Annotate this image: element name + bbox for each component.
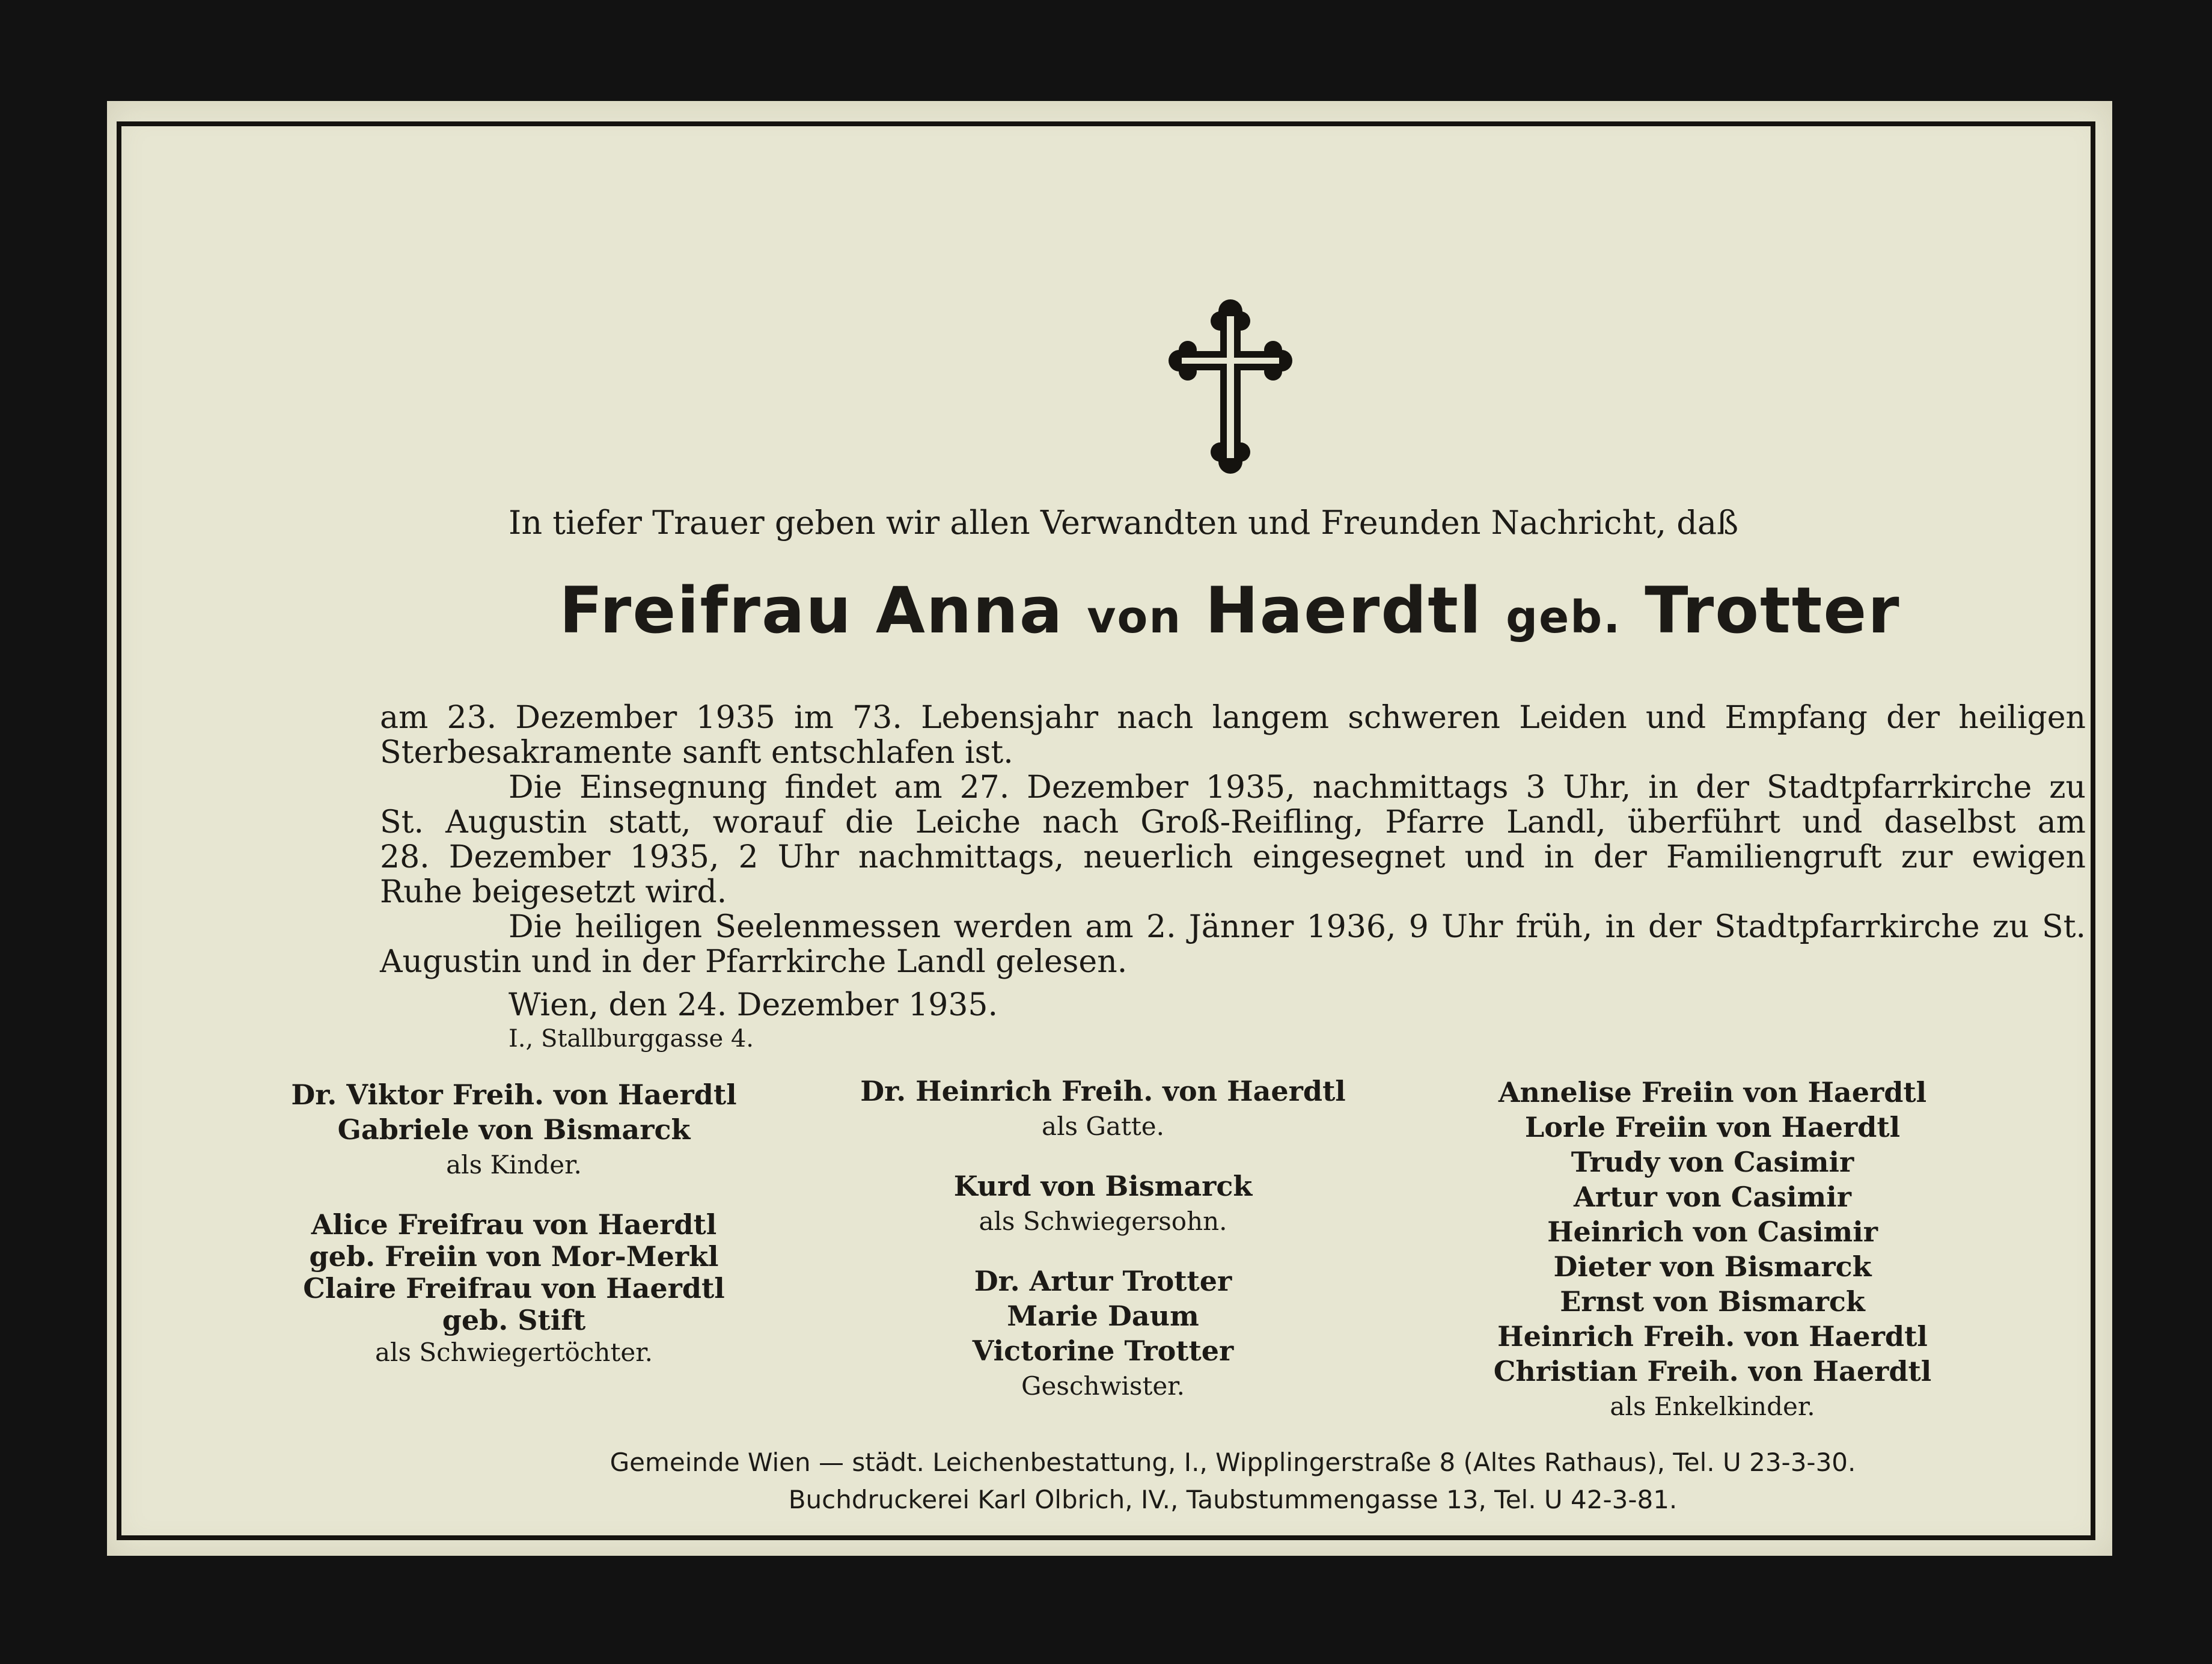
mourners-left-column <box>264 1077 763 1371</box>
mourner-name: Heinrich Freih. von Haerdtl <box>1497 1320 1928 1353</box>
mourner-role: als Enkelkinder. <box>1610 1392 1815 1421</box>
body-line: Die Einsegnung findet am 27. Dezember 1935, nachmittags 3 Uhr, in der Stadtpfarrkirche zu <box>509 769 2086 806</box>
mourners-right-column <box>1463 1075 1962 1425</box>
body-line: Die heiligen Seelenmessen werden am 2. Jänner 1936, 9 Uhr früh, in der Stadtpfarrkirche zu St. <box>509 909 2086 945</box>
mourner-role: Geschwister. <box>1021 1371 1185 1401</box>
mourner-role: als Schwiegersohn. <box>979 1207 1227 1236</box>
body-line: am 23. Dezember 1935 im 73. Lebensjahr nach langem schweren Leiden und Empfang der heiligen <box>380 700 2086 736</box>
mourner-name: Annelise Freiin von Haerdtl <box>1498 1076 1927 1109</box>
body-line: St. Augustin statt, worauf die Leiche nach Groß-Reifling, Pfarre Landl, überführt und daselbst am <box>380 804 2086 840</box>
intro-line: In tiefer Trauer geben wir allen Verwandten und Freunden Nachricht, daß <box>509 504 1739 542</box>
mourner-name: Artur von Casimir <box>1574 1181 1851 1213</box>
mourners-middle-column <box>854 1074 1352 1404</box>
footer-printer: Buchdruckerei Karl Olbrich, IV., Taubstummengasse 13, Tel. U 42-3-81. <box>788 1485 1678 1514</box>
deceased-maiden-name: Trotter <box>1645 574 1901 647</box>
deceased-surname: Haerdtl <box>1205 574 1483 647</box>
mourner-name: Christian Freih. von Haerdtl <box>1493 1355 1932 1387</box>
mourner-name: Claire Freifrau von Haerdtl <box>303 1272 725 1305</box>
mourner-name: Alice Freifrau von Haerdtl <box>311 1208 717 1241</box>
mourner-name: Ernst von Bismarck <box>1560 1285 1865 1318</box>
mourner-role: als Kinder. <box>446 1150 582 1179</box>
deceased-name <box>383 574 2076 647</box>
mourner-name: Dieter von Bismarck <box>1553 1250 1872 1283</box>
mourner-role: als Schwiegertöchter. <box>374 1338 653 1367</box>
mourner-name: Marie Daum <box>1007 1300 1199 1332</box>
mourner-name: Kurd von Bismarck <box>953 1170 1253 1202</box>
body-line: Sterbesakramente sanft entschlafen ist. <box>380 735 1013 771</box>
address: I., Stallburggasse 4. <box>509 1025 754 1053</box>
mourner-name: Dr. Artur Trotter <box>974 1265 1232 1297</box>
trefoil-cross-icon <box>1169 299 1292 475</box>
body-line: Ruhe beigesetzt wird. <box>380 874 727 910</box>
deceased-title: Freifrau Anna <box>559 574 1064 647</box>
mourner-role: als Gatte. <box>1042 1112 1164 1141</box>
mourner-name: geb. Stift <box>442 1304 586 1336</box>
footer-funeral-service: Gemeinde Wien — städt. Leichenbestattung, I., Wipplingerstraße 8 (Altes Rathaus), Tel. U 23-3-30. <box>610 1448 1856 1477</box>
mourner-name: Trudy von Casimir <box>1571 1146 1854 1178</box>
body-line: 28. Dezember 1935, 2 Uhr nachmittags, neuerlich eingesegnet und in der Familiengruft zur ewigen <box>380 839 2086 875</box>
mourner-name: geb. Freiin von Mor-Merkl <box>309 1240 719 1273</box>
place-date: Wien, den 24. Dezember 1935. <box>509 987 998 1023</box>
deceased-particle: von <box>1087 592 1182 643</box>
mourner-name: Lorle Freiin von Haerdtl <box>1524 1111 1901 1143</box>
mourner-name: Gabriele von Bismarck <box>337 1113 691 1146</box>
body-line: Augustin und in der Pfarrkirche Landl gelesen. <box>380 944 1128 980</box>
deceased-nee-prefix: geb. <box>1506 592 1622 643</box>
mourner-name: Victorine Trotter <box>972 1335 1234 1367</box>
mourner-name: Heinrich von Casimir <box>1547 1216 1878 1248</box>
obituary-card <box>107 101 2112 1556</box>
mourner-name: Dr. Heinrich Freih. von Haerdtl <box>860 1075 1346 1107</box>
mourner-name: Dr. Viktor Freih. von Haerdtl <box>291 1078 737 1111</box>
